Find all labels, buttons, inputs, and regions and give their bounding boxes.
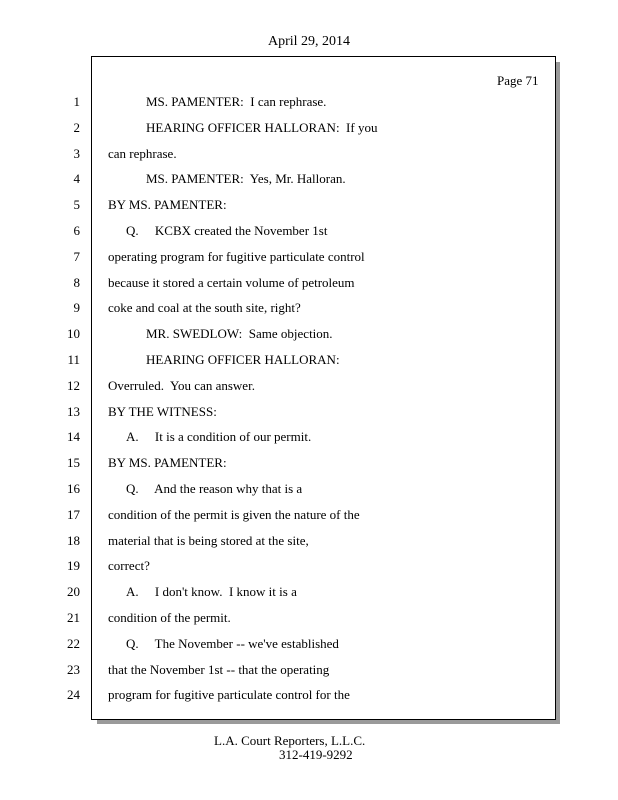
transcript-lines <box>0 92 618 711</box>
line-text: condition of the permit is given the nature of the <box>108 506 360 522</box>
line-number: 8 <box>73 274 80 290</box>
line-number: 11 <box>67 351 80 367</box>
line-number: 9 <box>73 300 80 316</box>
line-number: 5 <box>73 197 80 213</box>
line-text: correct? <box>108 558 150 574</box>
line-text: Q. The November -- we've established <box>126 635 339 651</box>
line-number: 16 <box>67 480 80 496</box>
transcript-line <box>0 376 618 402</box>
transcript-line <box>0 402 618 428</box>
line-text: BY MS. PAMENTER: <box>108 455 227 471</box>
transcript-line <box>0 324 618 350</box>
line-number: 1 <box>73 94 80 109</box>
line-text: operating program for fugitive particulate control <box>108 248 365 264</box>
transcript-line <box>0 660 618 686</box>
transcript-line <box>0 92 618 118</box>
line-text: that the November 1st -- that the operating <box>108 661 330 677</box>
line-text: A. I don't know. I know it is a <box>126 584 297 600</box>
transcript-line <box>0 479 618 505</box>
line-text: BY MS. PAMENTER: <box>108 197 227 213</box>
transcript-line <box>0 556 618 582</box>
line-number: 6 <box>73 222 80 238</box>
line-number: 24 <box>67 687 80 703</box>
line-text: A. It is a condition of our permit. <box>126 429 312 445</box>
transcript-line <box>0 453 618 479</box>
transcript-line <box>0 608 618 634</box>
line-number: 19 <box>67 558 80 574</box>
line-number: 7 <box>73 248 80 264</box>
line-number: 3 <box>73 145 80 161</box>
line-number: 20 <box>67 584 80 600</box>
transcript-line <box>0 247 618 273</box>
line-number: 15 <box>67 455 80 471</box>
line-text: BY THE WITNESS: <box>108 403 217 419</box>
transcript-line <box>0 195 618 221</box>
line-number: 4 <box>73 171 80 187</box>
transcript-line <box>0 427 618 453</box>
line-text: material that is being stored at the site, <box>108 532 309 548</box>
line-number: 21 <box>67 609 80 625</box>
line-number: 14 <box>67 429 80 445</box>
line-text: program for fugitive particulate control for the <box>108 687 350 703</box>
line-text: can rephrase. <box>108 145 177 161</box>
page-number: Page 71 <box>497 73 539 88</box>
transcript-line <box>0 169 618 195</box>
line-text: HEARING OFFICER HALLORAN: <box>146 351 340 367</box>
transcript-line <box>0 634 618 660</box>
line-text: MS. PAMENTER: I can rephrase. <box>146 94 327 109</box>
transcript-line <box>0 298 618 324</box>
transcript-line <box>0 221 618 247</box>
line-text: because it stored a certain volume of petroleum <box>108 274 355 290</box>
line-number: 23 <box>67 661 80 677</box>
line-text: coke and coal at the south site, right? <box>108 300 301 316</box>
transcript-line <box>0 118 618 144</box>
line-number: 18 <box>67 532 80 548</box>
line-number: 2 <box>73 119 80 135</box>
line-text: Q. KCBX created the November 1st <box>126 222 328 238</box>
transcript-date: April 29, 2014 <box>267 34 351 49</box>
line-text: Overruled. You can answer. <box>108 377 255 393</box>
reporter-phone: 312-419-9292 <box>279 747 353 762</box>
reporter-firm: L.A. Court Reporters, L.L.C. <box>214 733 366 748</box>
line-number: 10 <box>67 326 80 342</box>
transcript-line <box>0 505 618 531</box>
transcript-line <box>0 531 618 557</box>
transcript-line <box>0 144 618 170</box>
line-number: 13 <box>67 403 80 419</box>
transcript-line <box>0 582 618 608</box>
transcript-line <box>0 350 618 376</box>
line-number: 12 <box>67 377 80 393</box>
transcript-line <box>0 685 618 711</box>
line-number: 22 <box>67 635 80 651</box>
line-text: condition of the permit. <box>108 609 231 625</box>
line-text: HEARING OFFICER HALLORAN: If you <box>146 119 378 135</box>
line-number: 17 <box>67 506 80 522</box>
transcript-line <box>0 273 618 299</box>
line-text: Q. And the reason why that is a <box>126 480 303 496</box>
line-text: MR. SWEDLOW: Same objection. <box>146 326 333 342</box>
line-text: MS. PAMENTER: Yes, Mr. Halloran. <box>146 171 346 187</box>
